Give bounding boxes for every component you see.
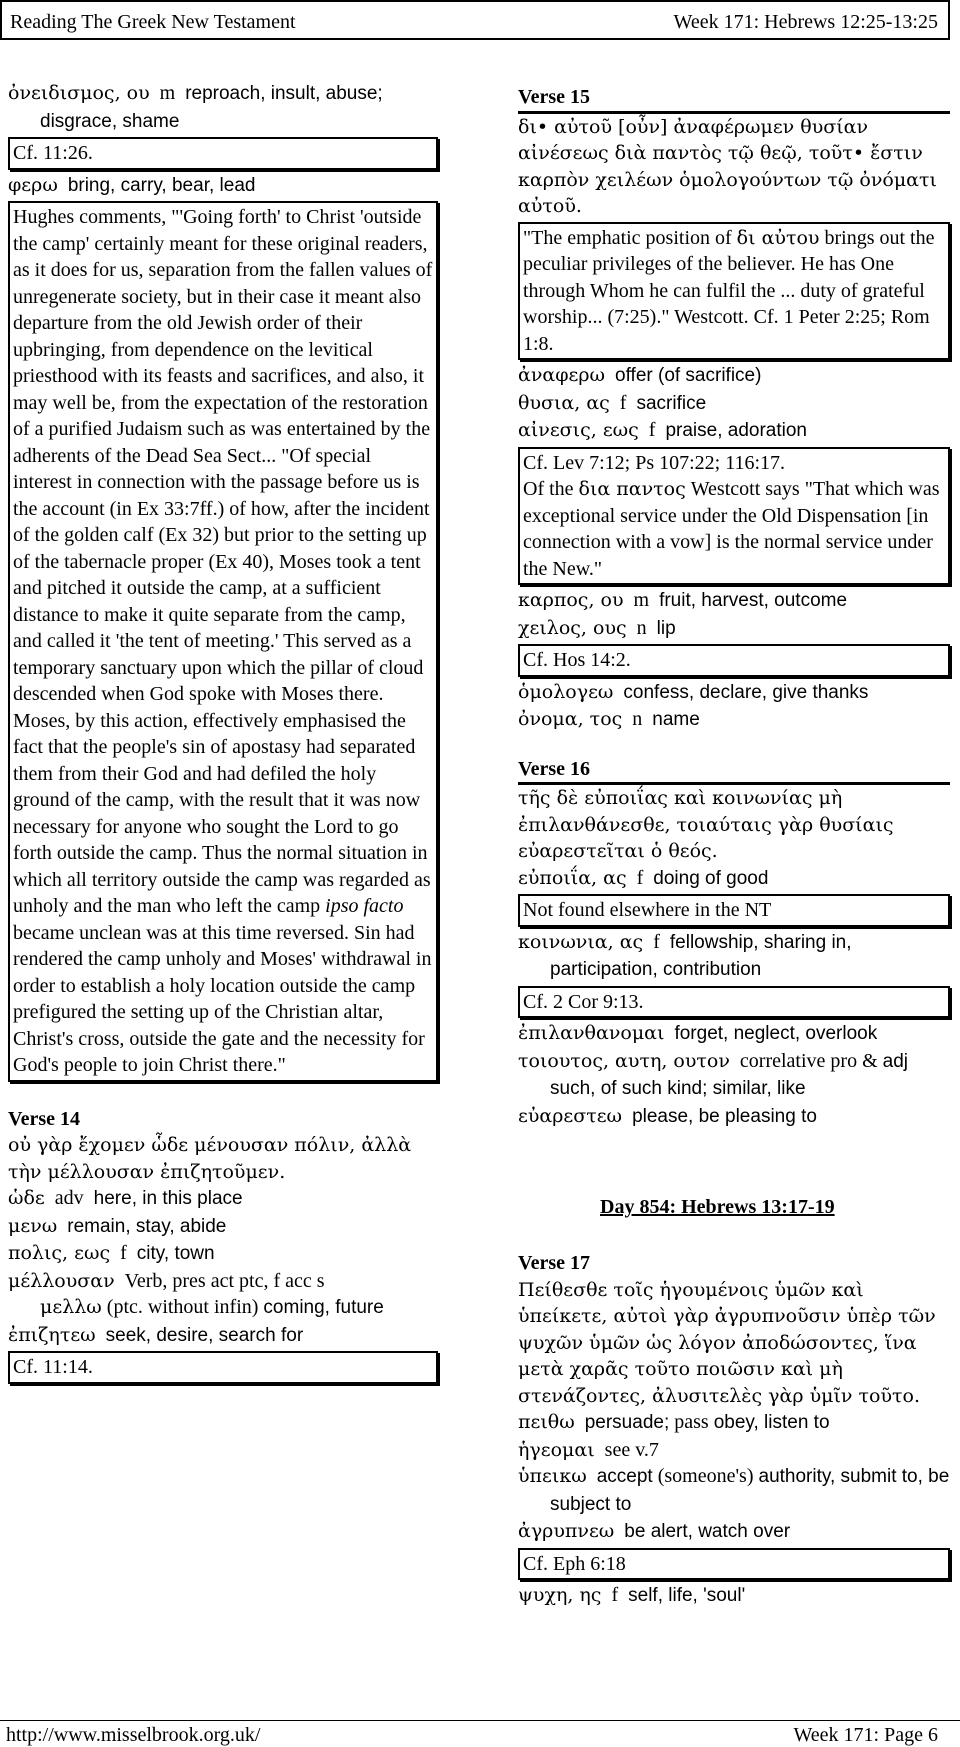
definition: confess, declare, give thanks — [623, 681, 869, 703]
greek-word: θυσια, ας — [518, 391, 610, 414]
gloss-entry — [518, 1048, 950, 1103]
verse-16-text: τῆς δὲ εὐποιΐας καὶ κοινωνίας μὴ ἐπιλανθάνεσθε, τοιαύταις γὰρ θυσίαις εὐαρεστεῖται ὁ θεός. — [518, 787, 894, 862]
definition: praise, adoration — [665, 420, 808, 441]
definition: fellowship, sharing in, participation, contribution — [550, 931, 852, 980]
quote-text-end: became unclean was at this time reversed. Sin had rendered the camp unholy and Moses' withdrawal in order to establish a holy location outside the camp prefigured the setting up of the Christian altar, Christ's cross, outside the gate and the necessity for God's people to join Christ there." — [13, 921, 432, 1076]
definition: sacrifice — [636, 392, 707, 414]
greek-word: ἡγεομαι — [518, 1438, 595, 1461]
note-box — [518, 447, 950, 586]
greek-word: ἐπιζητεω — [8, 1323, 96, 1346]
gloss-entry — [518, 587, 950, 615]
grammar: m — [633, 589, 650, 611]
definition: bring, carry, bear, lead — [67, 174, 256, 196]
gloss-entry — [518, 865, 950, 893]
gloss-entry — [518, 1463, 950, 1518]
definition: coming, future — [263, 1297, 384, 1318]
note-text: "The emphatic position of — [523, 226, 737, 249]
definition: such, of such kind; similar, like — [550, 1078, 806, 1099]
greek-word: χειλος, ους — [518, 616, 627, 639]
definition: persuade; — [584, 1412, 670, 1433]
gloss-entry — [518, 1582, 950, 1610]
verse-14-heading: Verse 14 — [8, 1107, 81, 1130]
definition: fruit, harvest, outcome — [659, 590, 848, 611]
greek-word: τοιουτος, αυτη, ουτον — [518, 1049, 730, 1072]
definition: remain, stay, abide — [67, 1215, 227, 1237]
grammar-adj: adj — [882, 1050, 908, 1072]
note-box: Cf. 11:26. — [8, 137, 438, 170]
grammar: adv — [54, 1187, 84, 1209]
note-box: Cf. Eph 6:18 — [518, 1548, 950, 1581]
gloss-entry — [518, 1103, 950, 1131]
gloss-entry — [8, 1185, 438, 1213]
note-box — [518, 222, 950, 361]
greek-word: καρπος, ου — [518, 589, 624, 611]
definition: lip — [656, 617, 676, 639]
greek-word: κοινωνια, ας — [518, 930, 644, 953]
definition: here, in this place — [93, 1188, 243, 1209]
gloss-entry — [8, 1268, 438, 1295]
note-greek: δια παντος — [578, 478, 686, 500]
footer-url: http://www.misselbrook.org.uk/ — [6, 1724, 261, 1746]
definition: please, be pleasing to — [632, 1105, 817, 1127]
note-text: Of the — [523, 478, 579, 500]
grammar: f — [619, 391, 627, 414]
greek-word: ἐπιλανθανομαι — [518, 1022, 665, 1044]
gloss-entry — [8, 80, 438, 135]
gloss-entry — [518, 615, 950, 643]
greek-word: μέλλουσαν — [8, 1269, 115, 1292]
definition: reproach, insult, abuse; disgrace, shame — [40, 83, 383, 132]
grammar: f — [648, 419, 656, 441]
definition: seek, desire, search for — [105, 1324, 304, 1346]
definition: name — [652, 709, 700, 730]
greek-word: πειθω — [518, 1411, 575, 1433]
header-week: Week 171: Hebrews 12:25-13:25 — [673, 11, 938, 33]
gloss-entry — [518, 929, 950, 984]
greek-word: ἀγρυπνεω — [518, 1520, 615, 1542]
day-heading: Day 854: Hebrews 13:17-19 — [600, 1196, 835, 1218]
grammar: Verb, pres act ptc, f acc s — [124, 1269, 325, 1292]
grammar: pass — [674, 1411, 709, 1433]
greek-word: εὐποιΐα, ας — [518, 866, 627, 889]
verse-17-heading: Verse 17 — [518, 1252, 591, 1274]
quote-box — [8, 201, 438, 1082]
note-greek: δι αὐτου — [736, 226, 820, 249]
gloss-entry — [8, 1322, 438, 1350]
greek-word: ὡδε — [8, 1187, 45, 1209]
gloss-entry — [8, 172, 438, 200]
greek-word: ἀναφερω — [518, 364, 606, 386]
grammar: m — [159, 82, 176, 104]
greek-word: ὀνομα, τος — [518, 708, 623, 730]
definition: doing of good — [653, 867, 769, 889]
greek-word: φερω — [8, 173, 58, 196]
gloss-entry — [518, 362, 950, 390]
grammar: correlative pro & — [739, 1049, 878, 1072]
gloss-entry — [518, 1518, 950, 1546]
note-text: Westcott says "That which was exceptional service under the Old Dispensation [in connection with a vow] is the normal service under the New." — [523, 478, 940, 580]
gloss-entry — [518, 706, 950, 734]
right-column — [518, 84, 950, 1130]
note-box: Cf. 2 Cor 9:13. — [518, 986, 950, 1019]
quote-italic: ipso facto — [325, 895, 404, 917]
greek-word: μενω — [8, 1214, 58, 1237]
page-footer — [0, 1720, 960, 1747]
grammar: n — [632, 708, 643, 730]
verse-17-text: Πείθεσθε τοῖς ἡγουμένοις ὑμῶν καὶ ὑπείκετε, αὐτοὶ γὰρ ἀγρυπνοῦσιν ὑπὲρ τῶν ψυχῶν ὑμῶν ὡς λόγον ἀποδώσοντες, ἵνα μετὰ χαρᾶς τοῦτο ποιῶσιν καὶ μὴ στενάζοντες, ἀλυσιτελὲς γὰρ ὑμῖν τοῦτο. — [518, 1278, 936, 1407]
greek-word: ὀνειδισμος, ου — [8, 82, 150, 104]
verse-14-text: οὐ γὰρ ἔχομεν ὧδε μένουσαν πόλιν, ἀλλὰ τὴν μέλλουσαν ἐπιζητοῦμεν. — [8, 1134, 412, 1183]
grammar: f — [120, 1242, 127, 1264]
grammar: f — [636, 866, 644, 889]
note-box: Not found elsewhere in the NT — [518, 894, 950, 927]
grammar: (someone's) — [657, 1465, 754, 1487]
grammar: (ptc. without infin) — [106, 1296, 259, 1318]
note-text: brings out the peculiar privileges of the believer. He has One through Whom he can fulfil the ... duty of grateful worship... (7:25)." Westcott. Cf. 1 Peter 2:25; Rom 1:8. — [523, 226, 935, 355]
gloss-entry — [8, 1240, 438, 1268]
greek-word: μελλω — [40, 1296, 102, 1318]
gloss-entry — [518, 1409, 950, 1437]
left-column — [8, 80, 438, 1386]
greek-word: ψυχη, ης — [518, 1584, 602, 1606]
definition: accept — [596, 1466, 653, 1487]
definition: city, town — [136, 1243, 215, 1264]
definition: obey, listen to — [713, 1412, 830, 1433]
greek-word: ὁμολογεω — [518, 680, 614, 703]
grammar: f — [653, 930, 660, 953]
verse-15-heading: Verse 15 — [518, 84, 950, 114]
header-title: Reading The Greek New Testament — [10, 11, 296, 33]
gloss-entry — [518, 417, 950, 445]
gloss-entry — [8, 1294, 438, 1322]
definition: self, life, 'soul' — [628, 1585, 746, 1606]
definition: authority, submit to, be subject to — [550, 1466, 950, 1515]
gloss-entry — [518, 390, 950, 418]
gloss-entry — [8, 1213, 438, 1241]
greek-word: πολις, εως — [8, 1242, 111, 1264]
greek-word: ὑπεικω — [518, 1465, 587, 1487]
gloss-entry — [518, 1020, 950, 1048]
verse-15-text: δι• αὐτοῦ [οὖν] ἀναφέρωμεν θυσίαν αἰνέσεως διὰ παντὸς τῷ θεῷ, τοῦτ• ἔστιν καρπὸν χειλέων ὁμολογούντων τῷ ὀνόματι αὐτοῦ. — [518, 115, 937, 217]
gloss-entry — [518, 679, 950, 707]
right-column-lower — [518, 1250, 950, 1610]
note-box: Cf. 11:14. — [8, 1351, 438, 1384]
verse-16-heading: Verse 16 — [518, 756, 950, 786]
grammar: n — [636, 616, 647, 639]
note-text: Cf. Lev 7:12; Ps 107:22; 116:17. — [523, 451, 786, 474]
definition: offer (of sacrifice) — [615, 365, 762, 386]
greek-word: εὐαρεστεω — [518, 1104, 623, 1127]
greek-word: αἰνεσις, εως — [518, 419, 639, 441]
footer-page: Week 171: Page 6 — [793, 1724, 938, 1746]
definition: forget, neglect, overlook — [674, 1023, 878, 1044]
definition: be alert, watch over — [624, 1521, 791, 1542]
grammar: f — [611, 1584, 619, 1606]
grammar: see v.7 — [604, 1438, 659, 1461]
note-box: Cf. Hos 14:2. — [518, 644, 950, 677]
quote-text: Hughes comments, "'Going forth' to Christ 'outside the camp' certainly meant for these original readers, as it does for us, separation from the fallen values of unregenerate society, but in their case it meant also departure from the old Jewish order of their upbringing, from dependence on the levitical priesthood with its feasts and sacrifices, and also, it may well be, from the expectation of the restoration of a purified Judaism such as was entertained by the adherents of the Dead Sea Sect... "Of special interest in connection with the passage before us is the account (in Ex 33:7ff.) of how, after the incident of the golden calf (Ex 32) but prior to the setting up of the tabernacle proper (Ex 40), Moses took a tent and pitched it outside the camp, at a sufficient distance to make it quite separate from the camp, and called it 'the tent of meeting.' This served as a temporary sanctuary upon which the pillar of cloud descended when God spoke with Moses there. Moses, by this action, effectively emphasised the fact that the people's sin of apostasy had separated them from their God and had defiled the holy ground of the camp, with the result that it was now necessary for anyone who sought the Lord to go forth outside the camp. Thus the normal situation in which all territory outside the camp was regarded as unholy and the man who left the camp — [13, 206, 433, 917]
gloss-entry — [518, 1437, 950, 1464]
page-header — [0, 0, 950, 40]
